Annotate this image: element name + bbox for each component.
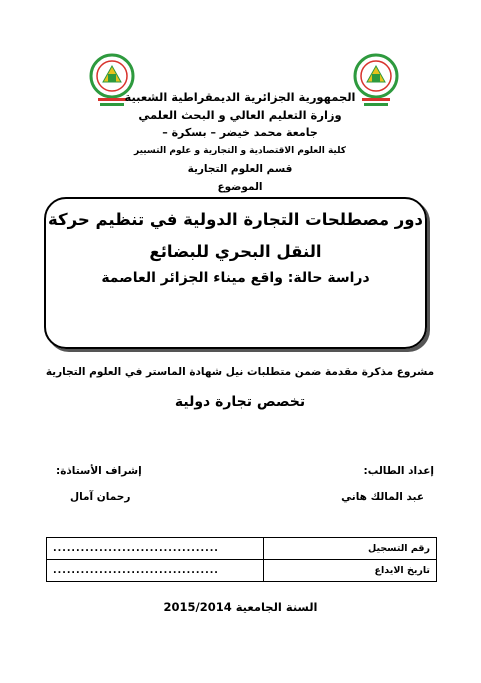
thesis-title-line1: دور مصطلحات التجارة الدولية في تنظيم حركة (47, 210, 424, 229)
thesis-title-line2: النقل البحري للبضائع (149, 242, 322, 261)
registration-number-field: .................................... (47, 538, 264, 560)
prepared-by-label: إعداد الطالب: (363, 465, 434, 477)
topic-label: الموضوع (217, 181, 263, 193)
table-row (47, 560, 437, 582)
registration-table (46, 537, 437, 582)
university-name: جامعة محمد خيضر – بسكرة – (162, 126, 318, 139)
supervisor-name: رحمان آمال (70, 491, 131, 503)
registration-number-label: رقم التسجيل (264, 538, 437, 560)
faculty-name: كلية العلوم الاقتصادية و التجارية و علوم التسيير (133, 146, 346, 156)
republic-name: الجمهورية الجزائرية الديمقراطية الشعبية (124, 90, 356, 104)
table-row (47, 538, 437, 560)
specialty: تخصص تجارة دولية (174, 394, 306, 410)
case-study: دراسة حالة: واقع ميناء الجزائر العاصمة (101, 270, 370, 286)
academic-year: السنة الجامعية 2015/2014 (163, 600, 318, 614)
project-description: مشروع مذكرة مقدمة ضمن متطلبات نيل شهادة الماستر في العلوم التجارية (45, 366, 435, 378)
institution-header (60, 88, 420, 196)
deposit-date-label: تاريخ الايداع (264, 560, 437, 582)
topic-box (44, 197, 427, 349)
ministry-name: وزارة التعليم العالي و البحث العلمي (138, 108, 342, 122)
student-name: عبد المالك هاني (341, 491, 424, 503)
supervisor-label: إشراف الأستاذة: (56, 465, 142, 477)
department-name: قسم العلوم التجارية (187, 163, 293, 175)
deposit-date-field: .................................... (47, 560, 264, 582)
